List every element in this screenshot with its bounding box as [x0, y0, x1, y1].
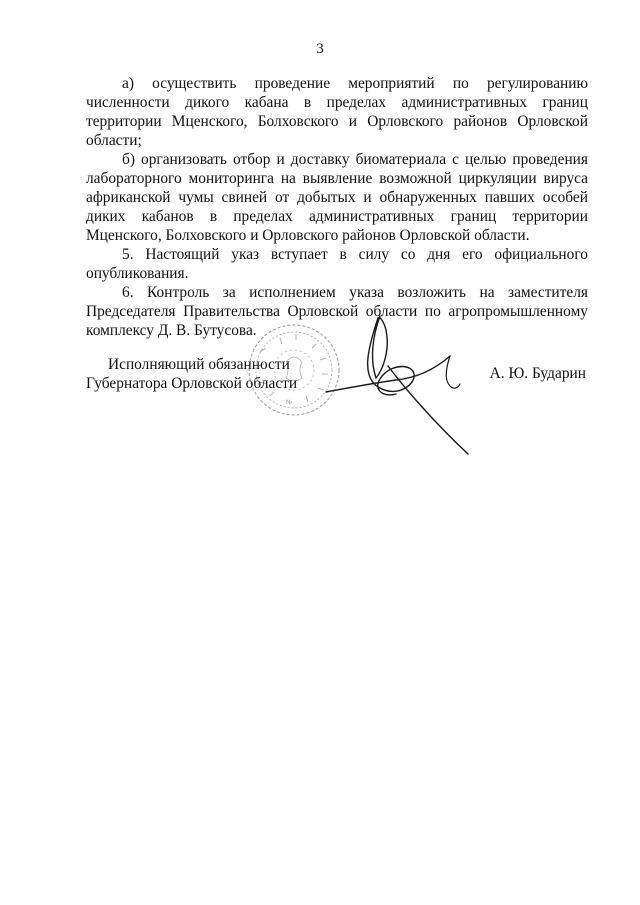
- signatory-title-line2: Губернатора Орловской области: [86, 375, 298, 392]
- paragraph-b: б) организовать отбор и доставку биоматериала с целью проведения лабораторного мониторинга на выявление возможной циркуляции вируса африканской чумы свиней от добытых и обнаруженных павших особей диких кабанов в пределах административных границ территории Мценского, Болховского и Орловского районов Орловской области.: [86, 151, 588, 244]
- svg-text:№: №: [286, 399, 293, 406]
- page-number: 3: [316, 41, 324, 57]
- signature-block: [0, 300, 640, 460]
- signatory-title: [86, 355, 326, 393]
- signatory-name: А. Ю. Бударин: [489, 365, 586, 382]
- signatory-title-line1: Исполняющий обязанности: [108, 356, 290, 373]
- paragraph-5: 5. Настоящий указ вступает в силу со дня его официального опубликования.: [86, 246, 588, 282]
- paragraph-6: 6. Контроль за исполнением указа возложить на заместителя Председателя Правительства Орловской области по агропромышленному комплексу Д. В. Бутусова.: [86, 284, 588, 339]
- handwritten-signature-icon: [318, 308, 488, 458]
- paragraph-a: а) осуществить проведение мероприятий по регулированию численности дикого кабана в пределах административных границ территории Мценского, Болховского и Орловского районов Орловской области;: [86, 75, 588, 149]
